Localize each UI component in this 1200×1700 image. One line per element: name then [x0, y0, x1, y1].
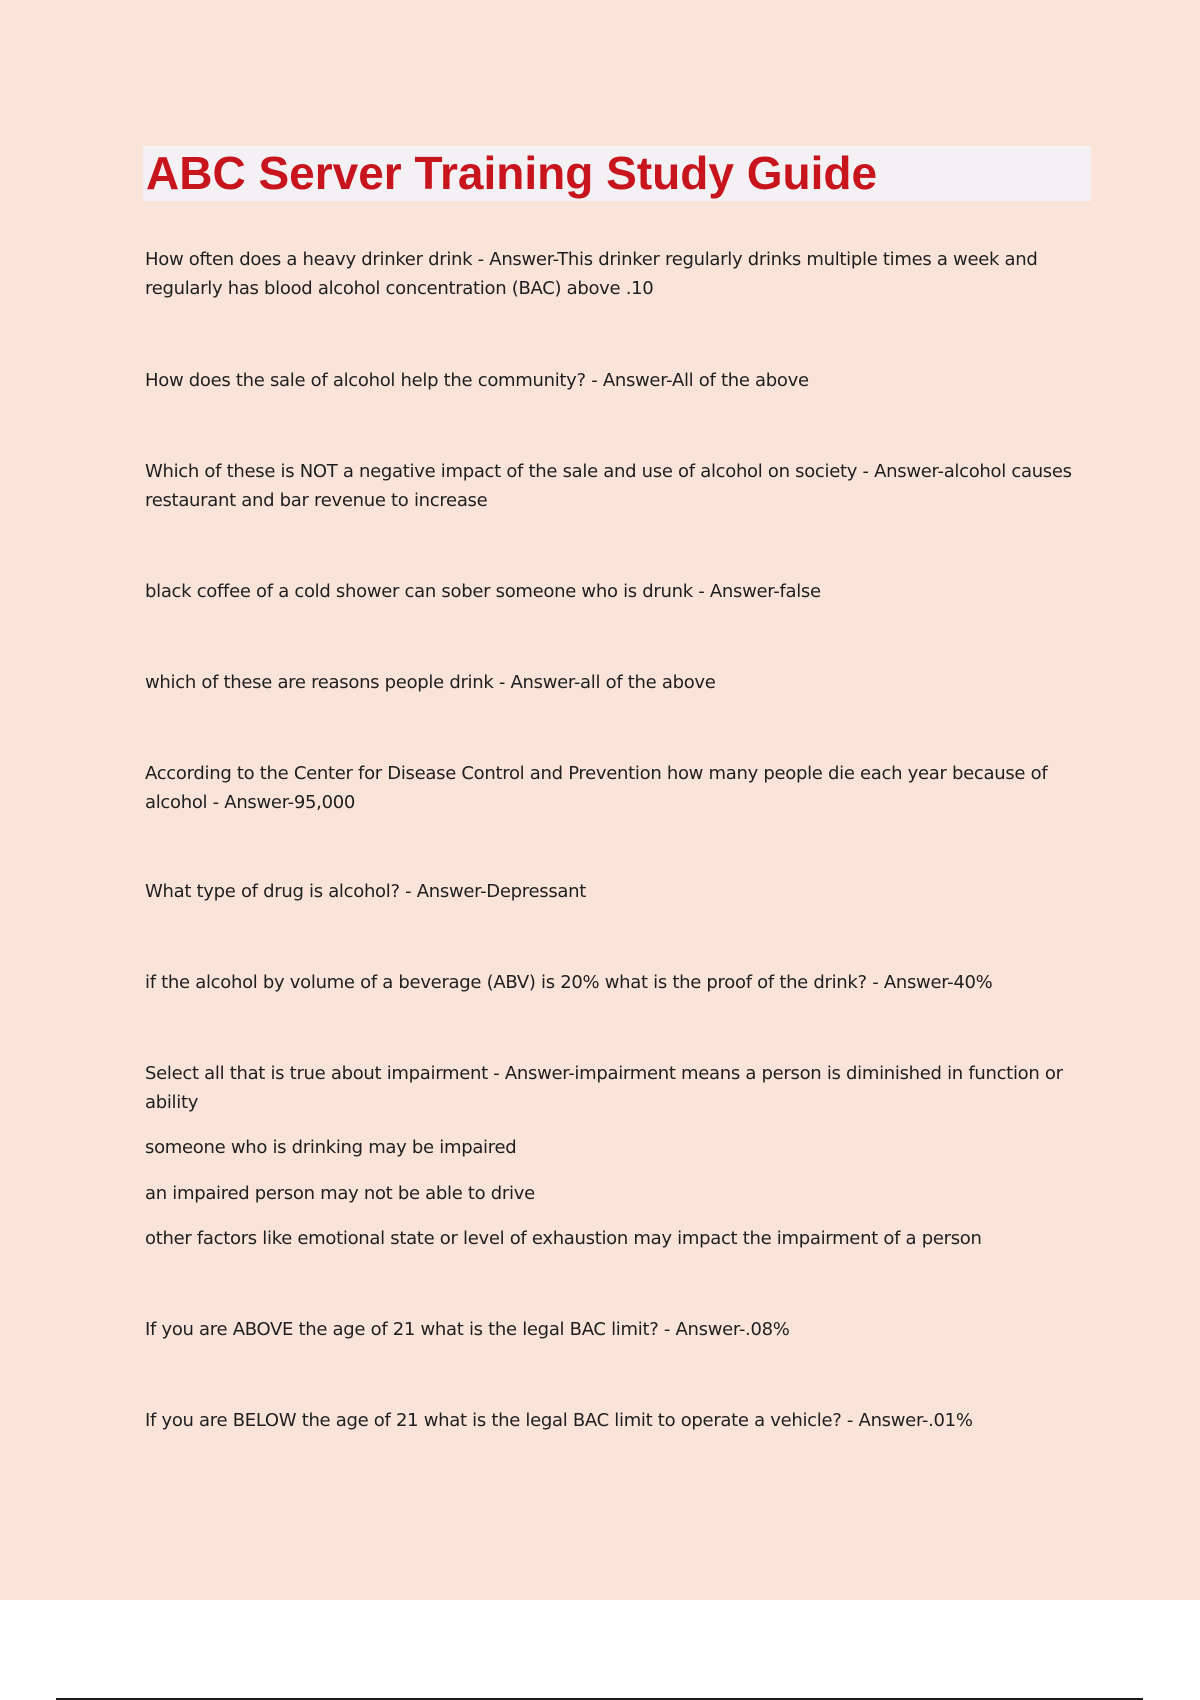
qa-entry-impairment-item: someone who is drinking may be impaired [145, 1137, 517, 1158]
qa-entry-reasons: which of these are reasons people drink - Answer-all of the above [145, 672, 716, 693]
qa-entry-heavy-drinker: How often does a heavy drinker drink - Answer-This drinker regularly drinks multiple times a week and regularly has blood alcohol concentration (BAC) above .10 [145, 249, 1038, 299]
qa-entry-impairment-item: other factors like emotional state or level of exhaustion may impact the impairment of a person [145, 1228, 982, 1249]
document-title: ABC Server Training Study Guide [146, 147, 878, 199]
qa-entry-bac-above-21: If you are ABOVE the age of 21 what is the legal BAC limit? - Answer-.08% [145, 1319, 790, 1340]
qa-entry-impairment: Select all that is true about impairment - Answer-impairment means a person is diminished in function or ability [145, 1063, 1063, 1113]
qa-entry-impairment-item: an impaired person may not be able to drive [145, 1183, 535, 1204]
qa-entry-cdc-deaths: According to the Center for Disease Control and Prevention how many people die each year because of alcohol - Answer-95,000 [145, 763, 1048, 813]
qa-entry-abv-proof: if the alcohol by volume of a beverage (ABV) is 20% what is the proof of the drink? - Answer-40% [145, 972, 993, 993]
qa-entry-bac-below-21: If you are BELOW the age of 21 what is the legal BAC limit to operate a vehicle? - Answer-.01% [145, 1410, 973, 1431]
qa-entry-community: How does the sale of alcohol help the community? - Answer-All of the above [145, 370, 809, 391]
qa-entry-black-coffee: black coffee of a cold shower can sober someone who is drunk - Answer-false [145, 581, 821, 602]
qa-entry-negative-impact: Which of these is NOT a negative impact of the sale and use of alcohol on society - Answer-alcohol causes restaurant and bar revenue to increase [145, 461, 1072, 511]
qa-entry-drug-type: What type of drug is alcohol? - Answer-Depressant [145, 881, 586, 902]
